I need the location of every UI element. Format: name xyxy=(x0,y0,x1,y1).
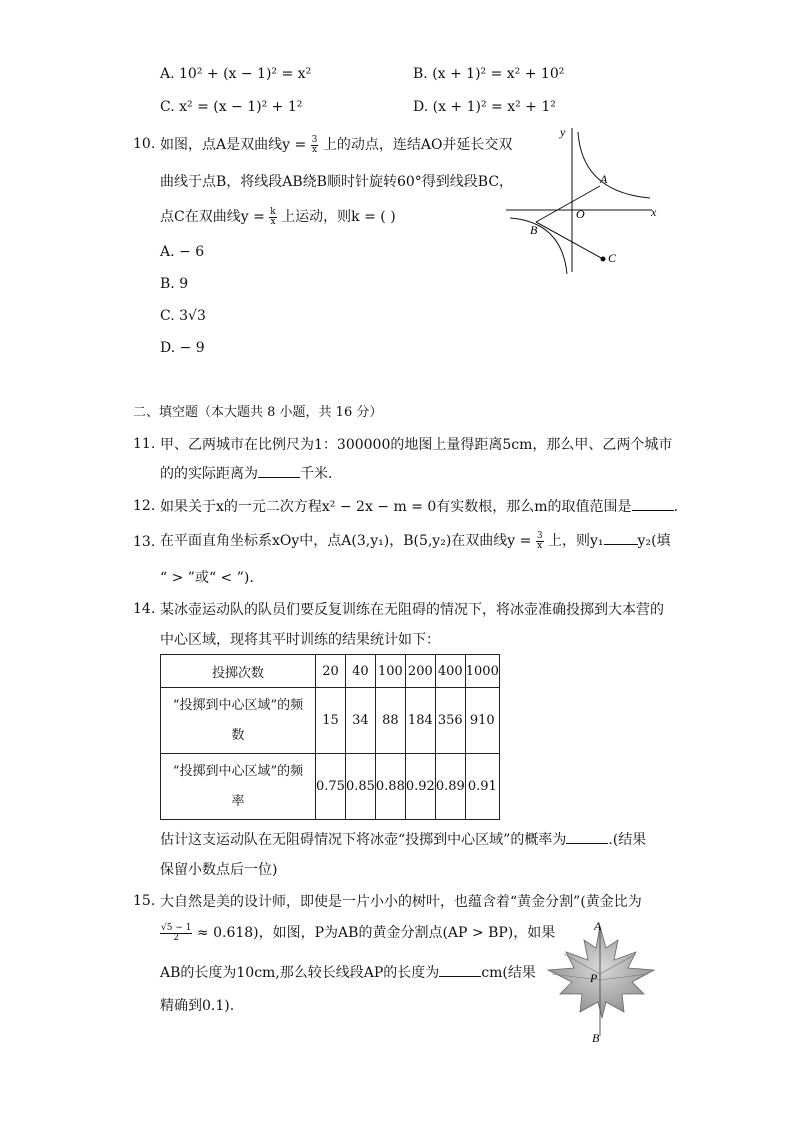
label-o: O xyxy=(576,207,585,221)
q14-answer-blank[interactable] xyxy=(566,829,608,844)
q15-line1: 大自然是美的设计师，即使是一片小小的树叶，也蕴含着“黄金分割”(黄金比为 xyxy=(160,894,642,910)
table-cell: 184 xyxy=(405,688,435,754)
point-c xyxy=(601,257,606,262)
q15-line2: $\frac{√5 - 1}{2}$ ≈ 0.618)，如图，P为AB的黄金分割点(AP > BP)，如果 xyxy=(161,922,556,943)
q10-line2: 曲线于点B，将线段AB绕B顺时针旋转60°得到线段BC， xyxy=(160,174,514,190)
q10-number: 10. xyxy=(133,136,156,152)
q9-option-d: D. (x + 1)² = x² + 1² xyxy=(413,99,556,115)
table-cell: 88 xyxy=(375,688,405,754)
q15-number: 15. xyxy=(133,893,156,909)
segment-ab xyxy=(536,186,600,222)
q14-number: 14. xyxy=(133,601,156,617)
q15-line4: 精确到0.1). xyxy=(160,998,235,1014)
table-cell: 910 xyxy=(465,688,499,754)
q12-line1: 如果关于x的一元二次方程x² − 2x − m = 0有实数根，那么m的取值范围是 . xyxy=(160,496,678,516)
table-cell: 0.91 xyxy=(465,754,499,820)
leaf-label-a: A xyxy=(594,919,602,933)
q13-line2: “ > ”或“ < ”). xyxy=(160,570,254,586)
segment-bc xyxy=(536,222,603,259)
q14-after-line2: 保留小数点后一位) xyxy=(160,862,278,878)
table-cell: 0.75 xyxy=(316,754,346,820)
frequency-table xyxy=(160,654,500,820)
q10-line3: 点C在双曲线y = $\frac{k}{x}$ 上运动，则k = ( ) xyxy=(160,206,396,227)
q15-line3: AB的长度为10cm,那么较长线段AP的长度为 cm(结果 xyxy=(160,962,536,982)
q13-answer-blank[interactable] xyxy=(604,530,638,545)
table-cell: 15 xyxy=(316,688,346,754)
table-cell: 356 xyxy=(435,688,465,754)
q13-line1: 在平面直角坐标系xOy中，点A(3,y₁)，B(5,y₂)在双曲线y = $\frac{3}{x}$ 上，则y₁ y₂(填 xyxy=(160,530,671,551)
maple-leaf-figure xyxy=(536,918,664,1046)
q14-line2: 中心区域，现将其平时训练的结果统计如下： xyxy=(160,632,440,648)
table-cell: 0.89 xyxy=(435,754,465,820)
q10-option-a: A. − 6 xyxy=(160,244,205,260)
q9-option-a: A. 10² + (x − 1)² = x² xyxy=(160,66,312,82)
q14-after-line1: 估计这支运动队在无阻碍情况下将冰壶“投掷到中心区域”的概率为 .(结果 xyxy=(160,829,646,849)
table-header-label: 投掷次数 xyxy=(161,655,316,688)
maple-leaf-icon xyxy=(548,926,654,1018)
hyperbola-branch-1 xyxy=(578,132,650,198)
table-cell: 0.85 xyxy=(345,754,375,820)
table-row-label: “投掷到中心区域”的频 率 xyxy=(161,754,316,820)
label-c: C xyxy=(608,251,617,265)
label-b: B xyxy=(530,223,538,237)
table-row-label: “投掷到中心区域”的频 数 xyxy=(161,688,316,754)
q11-answer-blank[interactable] xyxy=(258,463,300,478)
q15-answer-blank[interactable] xyxy=(439,962,481,977)
table-cell: 34 xyxy=(345,688,375,754)
q10-option-c: C. 3√3 xyxy=(160,308,206,324)
q10-option-d: D. − 9 xyxy=(160,340,205,356)
leaf-label-b: B xyxy=(592,1031,600,1045)
label-x: x xyxy=(651,205,657,219)
table-cell: 0.92 xyxy=(405,754,435,820)
hyperbola-branch-3 xyxy=(510,218,567,274)
label-a: A xyxy=(600,172,608,186)
table-cell: 1000 xyxy=(465,655,499,688)
q11-number: 11. xyxy=(133,436,156,452)
table-cell: 100 xyxy=(375,655,405,688)
q11-line1: 甲、乙两城市在比例尺为1：300000的地图上量得距离5cm，那么甲、乙两个城市 xyxy=(160,437,673,453)
q14-line1: 某冰壶运动队的队员们要反复训练在无阻碍的情况下，将冰壶准确投掷到大本营的 xyxy=(160,602,664,618)
table-cell: 40 xyxy=(345,655,375,688)
q10-line1: 如图，点A是双曲线y = $\frac{3}{x}$ 上的动点，连结AO并延长交双 xyxy=(160,134,513,155)
q10-option-b: B. 9 xyxy=(160,276,189,292)
hyperbola-figure xyxy=(500,122,670,282)
table-row-rate xyxy=(161,754,500,820)
section-title: 二、填空题（本大题共 8 小题，共 16 分） xyxy=(133,405,383,420)
table-cell: 20 xyxy=(316,655,346,688)
table-cell: 200 xyxy=(405,655,435,688)
q12-answer-blank[interactable] xyxy=(632,496,674,511)
table-cell: 400 xyxy=(435,655,465,688)
table-row-counts xyxy=(161,655,500,688)
q13-number: 13. xyxy=(133,534,156,550)
q9-option-b: B. (x + 1)² = x² + 10² xyxy=(413,66,565,82)
q11-line2: 的的实际距离为 千米. xyxy=(160,463,332,483)
q9-option-c: C. x² = (x − 1)² + 1² xyxy=(160,99,303,115)
label-y: y xyxy=(560,125,566,139)
q12-number: 12. xyxy=(133,498,156,514)
table-cell: 0.88 xyxy=(375,754,405,820)
table-row-frequency xyxy=(161,688,500,754)
leaf-label-p: P xyxy=(590,971,598,985)
